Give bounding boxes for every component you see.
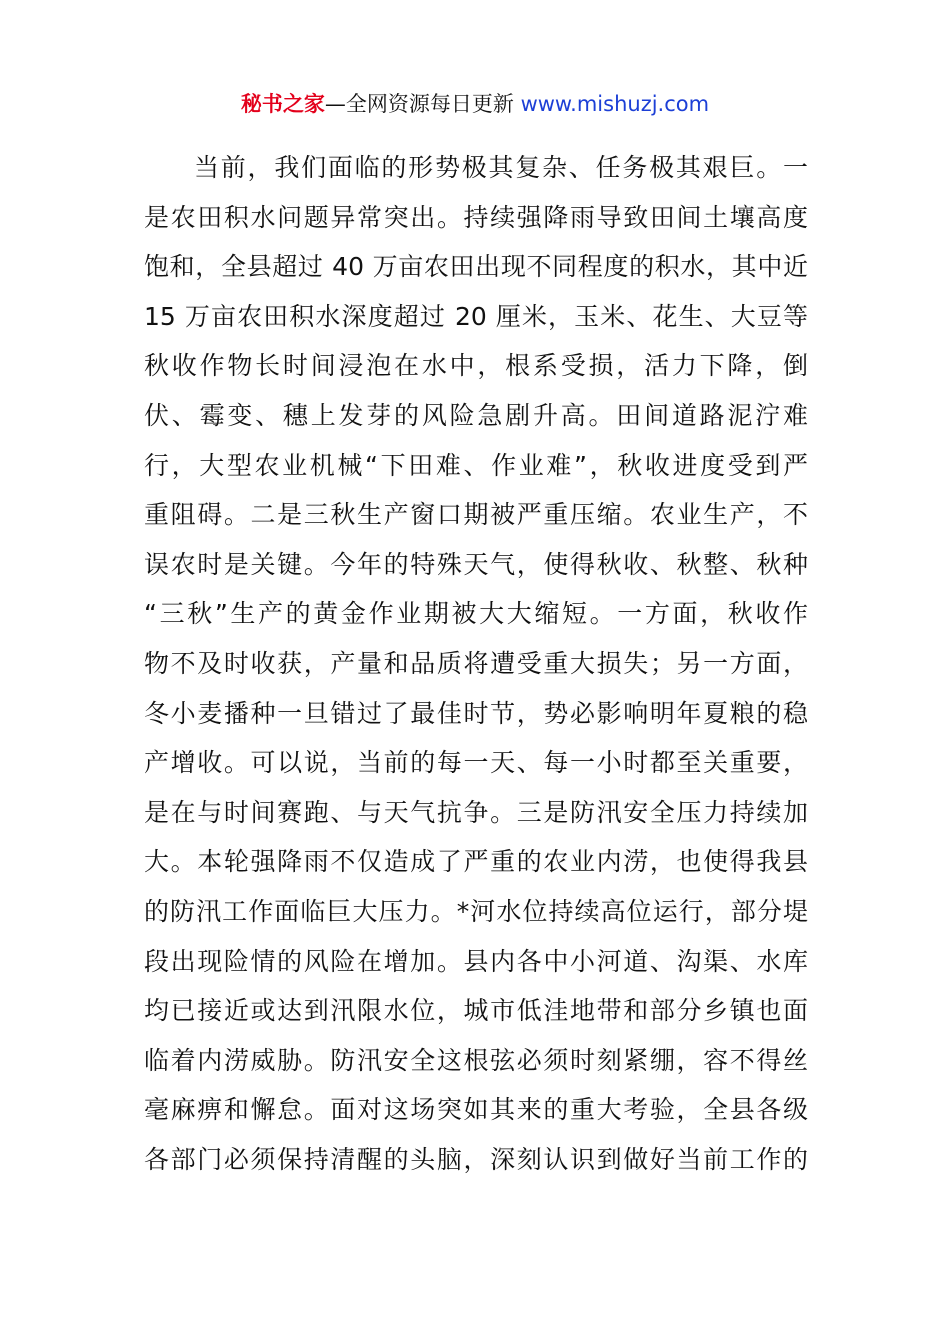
text-line: 大。本轮强降雨不仅造成了严重的农业内涝，也使得我县 — [144, 847, 808, 877]
text-line: 饱和，全县超过 40 万亩农田出现不同程度的积水，其中近 — [144, 252, 808, 282]
text-line: 重阻碍。二是三秋生产窗口期被严重压缩。农业生产，不 — [144, 500, 808, 530]
text-line: 毫麻痹和懈怠。面对这场突如其来的重大考验，全县各级 — [144, 1095, 808, 1125]
text-line: 是在与时间赛跑、与天气抗争。三是防汛安全压力持续加 — [144, 797, 808, 827]
text-line: 临着内涝威胁。防汛安全这根弦必须时刻紧绷，容不得丝 — [144, 1045, 808, 1075]
text-line: 均已接近或达到汛限水位，城市低洼地带和部分乡镇也面 — [144, 996, 808, 1026]
text-line: 各部门必须保持清醒的头脑，深刻认识到做好当前工作的 — [144, 1144, 808, 1174]
text-line: 15 万亩农田积水深度超过 20 厘米，玉米、花生、大豆等 — [144, 301, 808, 331]
site-header — [0, 88, 950, 120]
header-tagline: —全网资源每日更新 — [324, 92, 514, 116]
site-url-link[interactable]: www.mishuzj.com — [520, 92, 710, 116]
brand-name: 秘书之家 — [240, 92, 325, 116]
text-line: 误农时是关键。今年的特殊天气，使得秋收、秋整、秋种 — [144, 549, 808, 579]
text-line: 是农田积水问题异常突出。持续强降雨导致田间土壤高度 — [144, 202, 808, 232]
text-line: 秋收作物长时间浸泡在水中，根系受损，活力下降，倒 — [144, 351, 808, 381]
text-line: 产增收。可以说，当前的每一天、每一小时都至关重要， — [144, 748, 808, 778]
text-line: 的防汛工作面临巨大压力。*河水位持续高位运行，部分堤 — [144, 896, 808, 926]
text-line: “三秋”生产的黄金作业期被大大缩短。一方面，秋收作 — [144, 599, 808, 629]
text-line: 段出现险情的风险在增加。县内各中小河道、沟渠、水库 — [144, 946, 808, 976]
text-line: 当前，我们面临的形势极其复杂、任务极其艰巨。一 — [194, 153, 808, 182]
text-line: 冬小麦播种一旦错过了最佳时节，势必影响明年夏粮的稳 — [144, 698, 808, 728]
document-body — [144, 143, 808, 1184]
text-line: 伏、霉变、穗上发芽的风险急剧升高。田间道路泥泞难 — [144, 400, 808, 430]
text-line: 物不及时收获，产量和品质将遭受重大损失；另一方面， — [144, 648, 808, 678]
text-line: 行，大型农业机械“下田难、作业难”，秋收进度受到严 — [144, 450, 808, 480]
